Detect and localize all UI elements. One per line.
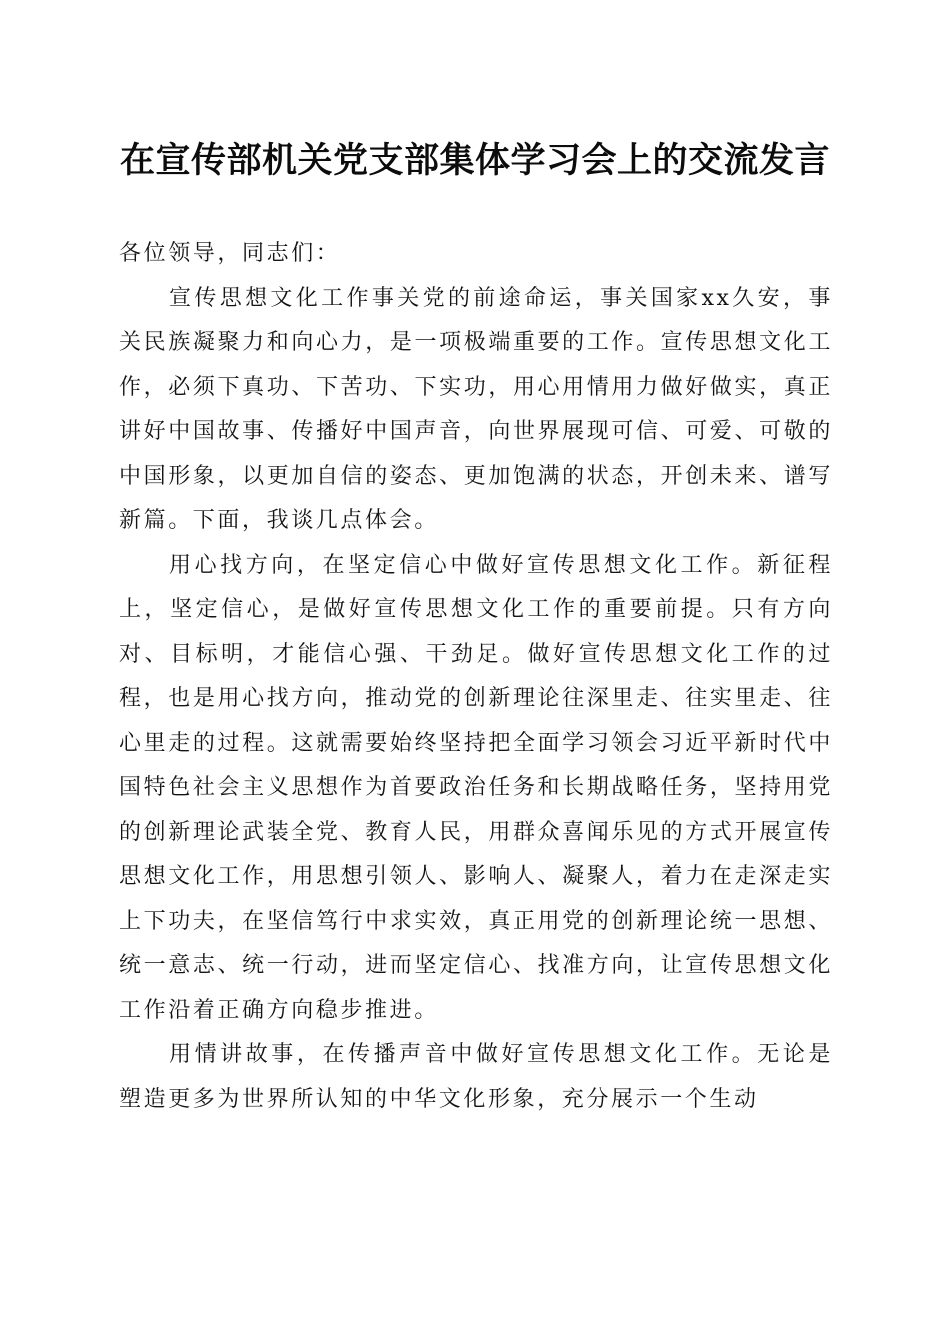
paragraph-storytelling: 用情讲故事，在传播声音中做好宣传思想文化工作。无论是塑造更多为世界所认知的中华文化形象，充分展示一个生动 (119, 1042, 833, 1112)
paragraph-intro: 宣传思想文化工作事关党的前途命运，事关国家xx久安，事关民族凝聚力和向心力，是一项极端重要的工作。宣传思想文化工作，必须下真功、下苦功、下实功，用心用情用力做好做实，真正讲好中国故事、传播好中国声音，向世界展现可信、可爱、可敬的中国形象，以更加自信的姿态、更加饱满的状态，开创未来、谱写新篇。下面，我谈几点体会。 (119, 285, 833, 533)
document-title: 在宣传部机关党支部集体学习会上的交流发言 (119, 140, 830, 181)
document-body (119, 232, 833, 1122)
salutation: 各位领导，同志们： (119, 241, 341, 266)
paragraph-direction: 用心找方向，在坚定信心中做好宣传思想文化工作。新征程上，坚定信心，是做好宣传思想文化工作的重要前提。只有方向对、目标明，才能信心强、干劲足。做好宣传思想文化工作的过程，也是用心找方向，推动党的创新理论往深里走、往实里走、往心里走的过程。这就需要始终坚持把全面学习领会习近平新时代中国特色社会主义思想作为首要政治任务和长期战略任务，坚持用党的创新理论武装全党、教育人民，用群众喜闻乐见的方式开展宣传思想文化工作，用思想引领人、影响人、凝聚人，着力在走深走实上下功夫，在坚信笃行中求实效，真正用党的创新理论统一思想、统一意志、统一行动，进而坚定信心、找准方向，让宣传思想文化工作沿着正确方向稳步推进。 (119, 552, 833, 1023)
